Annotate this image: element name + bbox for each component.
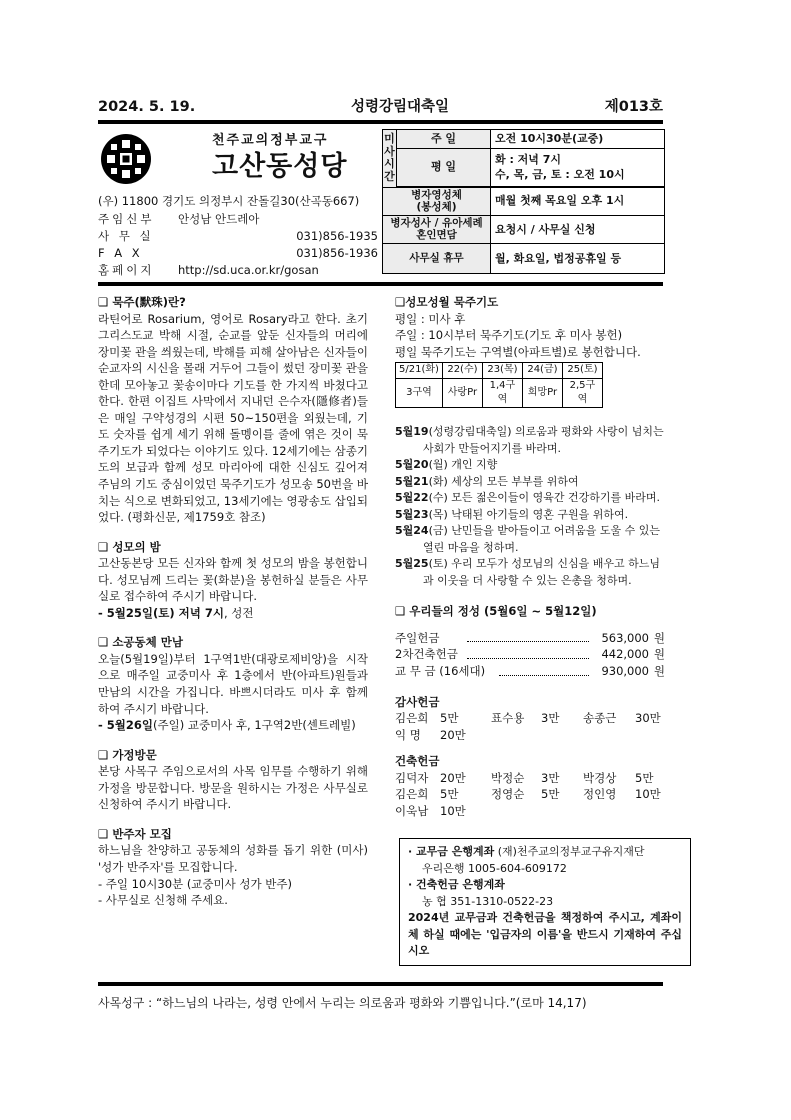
community-title: ❑ 소공동체 만남 (98, 635, 183, 650)
offering-row: 주일헌금 563,000 원 (395, 630, 665, 645)
donor-row: 김은희 5만 표수용 3만 송종근 30만 (395, 711, 661, 726)
donor-row: 익 명 20만 (395, 727, 466, 742)
issue-header (98, 97, 663, 119)
thanks-title: 감사헌금 (395, 694, 440, 709)
bank-account-box (399, 838, 691, 966)
intention-item: 5월25(토) 우리 모두가 성모님의 신심을 배우고 하느님과 이웃을 더 사랑할 수 있는 은총을 청하며. (395, 557, 661, 587)
issue-date: 2024. 5. 19. (98, 99, 196, 115)
office-phone-row: 사 무 실 031)856-1935 (98, 229, 378, 243)
accompanist-item: - 주일 10시30분 (교중미사 성가 반주) (98, 876, 292, 891)
intention-item: 5월20(월) 개인 지향 (395, 458, 498, 472)
rosary-month-line: 평일 : 미사 후 (395, 311, 466, 326)
offering-list (395, 630, 665, 680)
footer-rule (98, 982, 663, 986)
building-title: 건축헌금 (395, 754, 440, 769)
may-night-date: - 5월25일(토) 저녁 7시, 성전 (98, 605, 254, 620)
right-column (395, 294, 665, 819)
intention-item: 5월19(성령강림대축일) 의로움과 평화와 사랑이 넘치는 사회가 만들어지기를 바라며. (395, 425, 664, 455)
may-night-title: ❑ 성모의 밤 (98, 539, 161, 554)
dues-account-heading: · 교무금 은행계좌 (재)천주교의정부교구유지재단 (408, 845, 645, 858)
intention-item: 5월24(금) 난민들을 받아들이고 어려움을 도울 수 있는 열린 마음을 청하며. (395, 524, 661, 554)
mass-time-label: 미 사 시 간 (383, 130, 397, 188)
intention-item: 5월23(목) 낙태된 아기들의 영혼 구원을 위하여. (395, 507, 629, 521)
info-rule (98, 282, 663, 286)
issue-number: 제013호 (604, 99, 663, 115)
community-text: 오늘(5월19일)부터 1구역1반(대광로제비앙)을 시작으로 매주일 교중미사 후 1층에서 반(아파트)원들과 만남의 시간을 가집니다. 바쁘시더라도 미사 후 함께 하여 주시기 바랍니다. (98, 651, 368, 716)
thanks-list (395, 710, 665, 743)
accompanist-title: ❑ 반주자 모집 (98, 826, 172, 841)
bank-notice: 2024년 교무금과 건축헌금을 책정하여 주시고, 계좌이체 하실 때에는 '입금자의 이름'을 반드시 기재하여 주십시오 (408, 911, 682, 957)
pastor-row: 주임신부 안성남 안드레아 (98, 212, 260, 226)
building-account-number: 농 협 351-1310-0522-23 (422, 894, 554, 908)
parish-address: (우) 11800 경기도 의정부시 잔돌길30(산곡동667) (98, 194, 360, 208)
building-list (395, 770, 665, 820)
offering-row: 교 무 금 (16세대) 930,000 원 (395, 664, 665, 678)
offering-title: ❑ 우리들의 정성 (5월6일 ~ 5월12일) (395, 604, 597, 619)
fax-row: F A X 031)856-1936 (98, 246, 378, 260)
scripture-verse: 사목성구 : “하느님의 나라는, 성령 안에서 누리는 의로움과 평화와 기쁨입니다.”(로마 14,17) (98, 996, 587, 1010)
dues-account-number: 우리은행 1005-604-609172 (422, 861, 567, 875)
diocese-name: 천주교의정부교구 (212, 133, 329, 148)
rosary-month-line: 주일 : 10시부터 묵주기도(기도 후 미사 봉헌) (395, 328, 623, 343)
homepage-row: 홈페이지 http://sd.uca.or.kr/gosan (98, 263, 319, 277)
rosary-month-line: 평일 묵주기도는 구역별(아파트별)로 봉헌합니다. (395, 344, 641, 359)
home-visit-title: ❑ 가정방문 (98, 747, 157, 762)
parish-name: 고산동성당 (212, 151, 348, 182)
accompanist-item: - 사무실로 신청해 주세요. (98, 893, 228, 908)
rosary-text: 라틴어로 Rosarium, 영어로 Rosary라고 한다. 초기 그리스도교 박해 시절, 순교를 앞둔 신자들의 머리에 장미꽃 관을 씌웠는데, 박해를 피해 살아남은 신자들이 순교자의 시신을 몰래 거두어 그들이 썼던 장미꽃 관을 한데 모아놓고 꽃송이마다 기도를 한 가지씩 바쳤다고 한다. 한편 이집트 사막에서 지내던 은수자(隱修者)들은 매일 구약성경의 시편 50~150편을 외웠는데, 기도 숫자를 쉽게 세기 위해 돌멩이를 줄에 엮은 것이 묵주기도가 되었다는 이야기도 있다. 12세기에는 삼종기도의 보급과 함께 성모 마리아에 대한 신심도 깊어져 주님의 기도 중심이었던 묵주기도가 성모송 50번을 바치는 식으로 변화되었고, 13세기에는 영광송도 삽입되었다. (평화신문, 제1759호 참조) (98, 311, 368, 525)
homepage-link[interactable]: http://sd.uca.or.kr/gosan (178, 263, 319, 277)
left-column (98, 294, 368, 909)
accompanist-text: 하느님을 찬양하고 공동체의 성화를 돕기 위한 (미사) '성가 반주자'를 모집합니다. (98, 843, 368, 874)
home-visit-text: 본당 사목구 주임으로서의 사목 임무를 수행하기 위해 가정을 방문합니다. 방문을 원하시는 가정은 사무실로 신청하여 주시기 바랍니다. (98, 764, 368, 812)
may-night-text: 고산동본당 모든 신자와 함께 첫 성모의 밤을 봉헌합니다. 성모님께 드리는 꽃(화분)을 봉헌하실 분들은 사무실로 접수하여 주시기 바랍니다. (98, 556, 368, 604)
mass-schedule-table: 미 사 시 간 주 일 오전 10시30분(교중) 평 일 화 : 저녁 7시 수, 목, 금, 토 : 오전 10시 병자영성체 (봉성체) 매월 첫째 목요일 오후 1시 병자성사 / 유아세례 혼인면담 요청시 / 사무실 신청 사무실 휴무 월, 화요일, 법정공휴일 등 (382, 129, 665, 274)
rosary-title: ❑ 묵주(默珠)란? (98, 295, 186, 309)
offering-row: 2차건축헌금 442,000 원 (395, 647, 665, 662)
rosary-schedule-table: 5/21(화) 22(수) 23(목) 24(금) 25(토) 3구역 사랑Pr 1,4구역 희망Pr 2,5구역 (395, 362, 603, 408)
intentions-list (395, 424, 665, 589)
intention-item: 5월21(화) 세상의 모든 부부를 위하여 (395, 474, 579, 488)
building-account-heading: · 건축헌금 은행계좌 (408, 878, 505, 891)
parish-logo-icon (100, 133, 152, 185)
community-date: - 5월26일(주일) 교중미사 후, 1구역2반(센트레빌) (98, 718, 356, 733)
header-rule (98, 120, 663, 124)
donor-row: 이욱남 10만 (395, 803, 466, 818)
intention-item: 5월22(수) 모든 젊은이들이 영육간 건강하기를 바라며. (395, 491, 661, 505)
rosary-month-title: ❑성모성월 묵주기도 (395, 295, 499, 309)
donor-row: 김은희 5만 정영순 5만 정인영 10만 (395, 787, 661, 802)
donor-row: 김덕자 20만 박정순 3만 박경상 5만 (395, 770, 654, 785)
feast-title: 성령강림대축일 (350, 99, 450, 115)
